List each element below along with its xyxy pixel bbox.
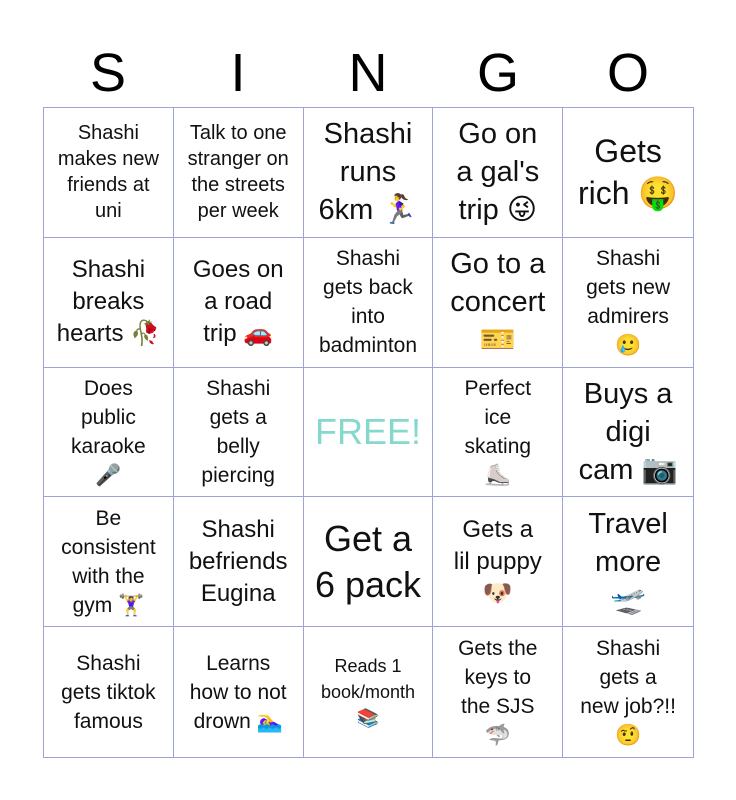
bingo-cell-r1c1[interactable] [44,108,174,238]
bingo-cell-r3c2[interactable] [174,368,304,498]
bingo-cell-r1c2[interactable] [174,108,304,238]
bingo-cell-text: Learns how to not drown 🏊‍♀️ [189,651,287,733]
bingo-cell-text: Reads 1 book/month 📚 [320,656,416,729]
bingo-cell-text: Gets a lil puppy 🐶 [453,515,542,607]
bingo-cell-text: Shashi gets a new job?!! 🤨 [580,637,676,748]
bingo-cell-text: Shashi gets back into badminton [318,247,418,358]
bingo-cell-text: Shashi breaks hearts 🥀 [56,256,161,348]
bingo-cell-text: Goes on a road trip 🚗 [192,256,284,348]
bingo-cell-r3c5[interactable] [563,368,693,498]
bingo-cell-text: Travel more 🛫 [588,507,668,616]
bingo-cell-r3c4[interactable] [433,368,563,498]
bingo-cell-r5c1[interactable] [44,627,174,757]
bingo-cell-r2c2[interactable] [174,238,304,368]
bingo-cell-r2c5[interactable] [563,238,693,368]
bingo-cell-text: Shashi makes new friends at uni [57,122,159,223]
bingo-cell-text: Go on a gal's trip 😜 [456,118,540,227]
bingo-cell-text: Get a 6 pack [314,517,422,605]
header-letter-i: I [230,43,246,103]
bingo-cell-r5c2[interactable] [174,627,304,757]
bingo-cell-text: Shashi gets a belly piercing [201,376,275,487]
bingo-header [43,40,693,106]
bingo-board [43,107,694,758]
bingo-cell-r4c1[interactable] [44,497,174,627]
bingo-cell-text: Buys a digi cam 📷 [578,377,678,486]
header-letter-g: G [476,43,519,103]
bingo-cell-text: Shashi befriends Eugina [188,515,288,607]
bingo-cell-text: Be consistent with the gym 🏋️‍♀️ [61,506,156,617]
bingo-cell-text: Gets the keys to the SJS 🦈 [458,637,538,748]
bingo-cell-r5c5[interactable] [563,627,693,757]
bingo-cell-text: Talk to one stranger on the streets per week [187,122,289,223]
bingo-cell-r5c4[interactable] [433,627,563,757]
bingo-cell-text: Does public karaoke 🎤 [71,376,146,487]
header-letter-o: O [606,43,649,103]
bingo-cell-r2c1[interactable] [44,238,174,368]
bingo-cell-r4c3[interactable] [304,497,434,627]
bingo-cell-r4c2[interactable] [174,497,304,627]
bingo-cell-r1c5[interactable] [563,108,693,238]
bingo-cell-r2c4[interactable] [433,238,563,368]
bingo-cell-text: Shashi gets new admirers 🥲 [586,247,671,358]
bingo-cell-r5c3[interactable] [304,627,434,757]
free-space-label: FREE! [314,410,421,452]
bingo-cell-r4c4[interactable] [433,497,563,627]
bingo-cell-r3c1[interactable] [44,368,174,498]
header-letter-s: S [89,43,127,103]
bingo-cell-text: Go to a concert 🎫 [450,248,546,357]
bingo-cell-text: Perfect ice skating ⛸️ [464,376,532,487]
bingo-cell-free[interactable] [304,368,434,498]
bingo-cell-text: Shashi gets tiktok famous [61,651,156,733]
bingo-cell-r4c5[interactable] [563,497,693,627]
bingo-cell-r1c3[interactable] [304,108,434,238]
bingo-cell-r1c4[interactable] [433,108,563,238]
bingo-cell-r2c3[interactable] [304,238,434,368]
bingo-cell-text: Gets rich 🤑 [577,133,679,212]
bingo-cell-text: Shashi runs 6km 🏃‍♀️ [318,118,418,227]
header-letter-n: N [348,43,388,103]
